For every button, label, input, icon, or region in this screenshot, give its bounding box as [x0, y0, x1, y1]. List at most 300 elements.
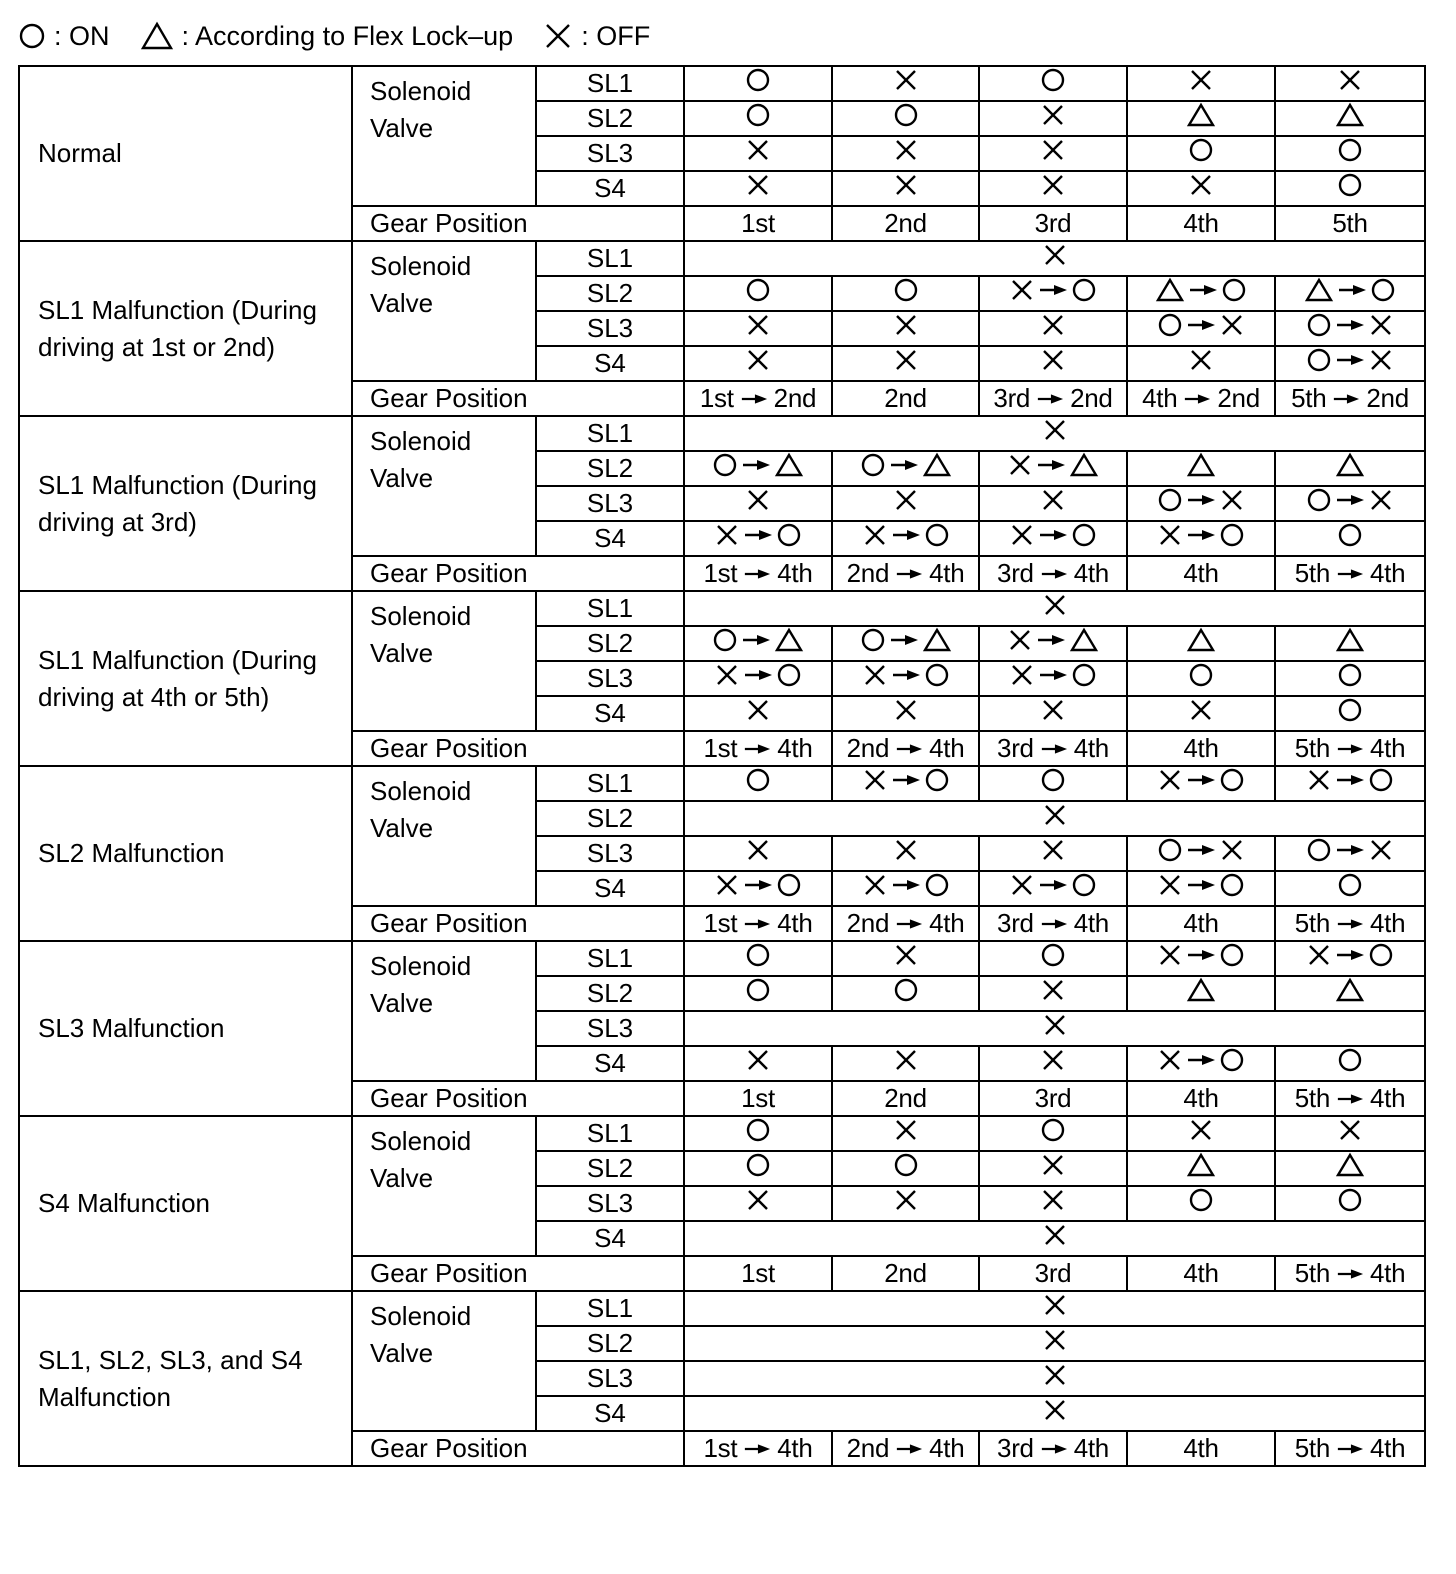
state-cell [684, 486, 832, 521]
state-cell [1127, 976, 1275, 1011]
state-cell [1127, 696, 1275, 731]
gear-to: 4th [1370, 558, 1406, 588]
state-cell [979, 1186, 1127, 1221]
condition-group [19, 766, 1425, 941]
gear-to: 2nd [773, 383, 817, 413]
arrow-right-icon [740, 392, 768, 406]
state-cell [684, 101, 832, 136]
circle-icon [1157, 837, 1183, 863]
solenoid-state [1040, 697, 1066, 723]
state-cell [979, 766, 1127, 801]
state-cell [684, 1116, 832, 1151]
solenoid-state [893, 1047, 919, 1073]
cross-icon [893, 67, 919, 93]
gear-from: 2nd [884, 383, 927, 413]
circle-icon [924, 662, 950, 688]
triangle-icon [774, 452, 804, 478]
circle-icon [1219, 872, 1245, 898]
arrow-right-icon [743, 1442, 771, 1456]
state-cell [1275, 171, 1425, 206]
circle-icon [1219, 522, 1245, 548]
cross-icon [1040, 137, 1066, 163]
circle-icon [893, 277, 919, 303]
state-cell [1127, 276, 1275, 311]
state-cell [1275, 1116, 1425, 1151]
gear-position-label: Gear Position [352, 1431, 684, 1466]
circle-icon [745, 102, 771, 128]
solenoid-state [1040, 347, 1066, 373]
solenoid-state [745, 697, 771, 723]
state-cell-all [684, 416, 1425, 451]
cross-icon [893, 1117, 919, 1143]
cross-icon [862, 767, 888, 793]
solenoid-state [1337, 522, 1363, 548]
state-cell [832, 1151, 979, 1186]
cross-icon [1042, 802, 1068, 828]
solenoid-state [745, 1117, 771, 1143]
gear-from: 1st [703, 908, 738, 938]
state-cell [1275, 311, 1425, 346]
gear-to: 2nd [1366, 383, 1409, 413]
solenoid-state [1009, 522, 1097, 548]
state-cell [832, 766, 979, 801]
state-cell [1127, 1151, 1275, 1186]
cross-icon [1040, 1047, 1066, 1073]
solenoid-state [1306, 487, 1394, 513]
cross-icon [1009, 872, 1035, 898]
solenoid-state [1040, 837, 1066, 863]
solenoid-name: SL2 [536, 801, 684, 836]
legend-on-label: : ON [54, 20, 110, 51]
solenoid-state [1157, 767, 1245, 793]
cross-icon [893, 697, 919, 723]
table-row [19, 66, 1425, 101]
gear-cell [832, 731, 979, 766]
state-cell [832, 661, 979, 696]
arrow-right-icon [741, 458, 771, 472]
legend-flex-label: : According to Flex Lock–up [181, 20, 514, 51]
state-cell [1127, 626, 1275, 661]
circle-icon [860, 627, 886, 653]
triangle-icon [1069, 627, 1099, 653]
arrow-right-icon [743, 742, 771, 756]
circle-icon [1157, 312, 1183, 338]
arrow-right-icon [891, 878, 921, 892]
circle-icon [1306, 312, 1332, 338]
state-cell [1127, 871, 1275, 906]
triangle-icon [1335, 102, 1365, 128]
solenoid-state [893, 487, 919, 513]
solenoid-state [745, 277, 771, 303]
gear-to: 4th [929, 558, 965, 588]
solenoid-state [745, 137, 771, 163]
solenoid-name: SL2 [536, 1326, 684, 1361]
solenoid-name: SL1 [536, 941, 684, 976]
circle-icon [1219, 942, 1245, 968]
state-cell [1275, 1046, 1425, 1081]
gear-cell [1275, 556, 1425, 591]
state-cell [1127, 101, 1275, 136]
gear-cell [979, 1081, 1127, 1116]
circle-icon [1188, 662, 1214, 688]
solenoid-state [1337, 662, 1363, 688]
solenoid-state [1042, 1397, 1068, 1423]
state-cell [684, 276, 832, 311]
gear-from: 2nd [884, 1083, 927, 1113]
cross-icon [1040, 347, 1066, 373]
circle-icon [1337, 697, 1363, 723]
cross-icon [1040, 1187, 1066, 1213]
gear-cell [832, 1256, 979, 1291]
solenoid-state [1009, 662, 1097, 688]
state-cell [1275, 836, 1425, 871]
cross-icon [1040, 1152, 1066, 1178]
circle-icon [893, 102, 919, 128]
cross-icon [893, 172, 919, 198]
cross-icon [1042, 592, 1068, 618]
solenoid-state [745, 767, 771, 793]
condition-group [19, 1116, 1425, 1291]
state-cell [979, 626, 1127, 661]
arrow-right-icon [1186, 878, 1216, 892]
gear-cell [979, 206, 1127, 241]
solenoid-state [745, 487, 771, 513]
solenoid-name: S4 [536, 696, 684, 731]
solenoid-state [1188, 67, 1214, 93]
state-cell [832, 871, 979, 906]
state-cell [832, 1046, 979, 1081]
state-cell [979, 1046, 1127, 1081]
circle-icon [1040, 1117, 1066, 1143]
solenoid-state [1042, 1292, 1068, 1318]
gear-from: 2nd [846, 908, 890, 938]
arrow-right-icon [1186, 948, 1216, 962]
circle-icon [712, 627, 738, 653]
circle-icon [745, 1152, 771, 1178]
gear-from: 3rd [997, 1433, 1034, 1463]
solenoid-state [745, 977, 771, 1003]
gear-from: 2nd [846, 558, 890, 588]
gear-from: 2nd [846, 1433, 890, 1463]
state-cell [832, 976, 979, 1011]
solenoid-state [860, 452, 952, 478]
solenoid-state [1186, 452, 1216, 478]
circle-icon [18, 22, 46, 50]
cross-icon [745, 312, 771, 338]
gear-cell [979, 731, 1127, 766]
condition-group [19, 591, 1425, 766]
triangle-icon [140, 21, 174, 51]
condition-group [19, 416, 1425, 591]
solenoid-state [1306, 837, 1394, 863]
gear-to: 4th [1370, 1083, 1406, 1113]
gear-from: 1st [741, 208, 775, 238]
state-cell [832, 1186, 979, 1221]
solenoid-state [745, 67, 771, 93]
solenoid-state [1042, 1222, 1068, 1248]
cross-icon [1042, 417, 1068, 443]
gear-to: 4th [1370, 1433, 1406, 1463]
solenoid-state [1040, 942, 1066, 968]
condition-label: SL3 Malfunction [19, 941, 352, 1116]
arrow-right-icon [743, 528, 773, 542]
solenoid-state [1188, 172, 1214, 198]
solenoid-valve-label: Solenoid Valve [352, 1116, 536, 1256]
solenoid-state [1007, 627, 1099, 653]
solenoid-state [1337, 1187, 1363, 1213]
cross-icon [893, 1187, 919, 1213]
solenoid-state [1186, 1152, 1216, 1178]
cross-icon [1188, 172, 1214, 198]
arrow-right-icon [1038, 668, 1068, 682]
circle-icon [893, 1152, 919, 1178]
solenoid-state [862, 872, 950, 898]
circle-icon [776, 662, 802, 688]
solenoid-state [1335, 977, 1365, 1003]
table-row [19, 766, 1425, 801]
solenoid-state [1042, 417, 1068, 443]
solenoid-state [1186, 977, 1216, 1003]
gear-from: 4th [1183, 208, 1219, 238]
arrow-right-icon [1038, 528, 1068, 542]
solenoid-name: S4 [536, 1396, 684, 1431]
circle-icon [1071, 662, 1097, 688]
solenoid-state [1337, 137, 1363, 163]
cross-icon [1368, 312, 1394, 338]
gear-to: 4th [1370, 733, 1406, 763]
legend-on [18, 21, 110, 52]
solenoid-name: SL3 [536, 836, 684, 871]
state-cell [979, 311, 1127, 346]
gear-from: 5th [1294, 733, 1330, 763]
gear-cell [1127, 206, 1275, 241]
state-cell [832, 486, 979, 521]
cross-icon [1009, 522, 1035, 548]
arrow-right-icon [741, 633, 771, 647]
cross-icon [1219, 312, 1245, 338]
solenoid-name: SL2 [536, 976, 684, 1011]
gear-cell [979, 381, 1127, 416]
gear-from: 3rd [997, 558, 1034, 588]
solenoid-state [860, 627, 952, 653]
circle-icon [745, 67, 771, 93]
condition-label: SL2 Malfunction [19, 766, 352, 941]
gear-position-label: Gear Position [352, 381, 684, 416]
gear-cell [684, 1256, 832, 1291]
state-cell [832, 836, 979, 871]
triangle-icon [922, 452, 952, 478]
cross-icon [893, 487, 919, 513]
circle-icon [1368, 767, 1394, 793]
solenoid-state [712, 452, 804, 478]
table-row [19, 1291, 1425, 1326]
circle-icon [1306, 347, 1332, 373]
gear-from: 5th [1291, 383, 1327, 413]
arrow-right-icon [889, 633, 919, 647]
solenoid-state [1042, 242, 1068, 268]
state-cell [684, 976, 832, 1011]
solenoid-state [1007, 452, 1099, 478]
gear-cell [684, 1081, 832, 1116]
gear-cell [684, 731, 832, 766]
state-cell [979, 276, 1127, 311]
gear-cell [832, 556, 979, 591]
solenoid-state [1335, 1152, 1365, 1178]
cross-icon [1042, 1397, 1068, 1423]
circle-icon [860, 452, 886, 478]
triangle-icon [1155, 277, 1185, 303]
cross-icon [1040, 487, 1066, 513]
state-cell [1127, 836, 1275, 871]
gear-cell [979, 906, 1127, 941]
cross-icon [745, 837, 771, 863]
cross-icon [1040, 697, 1066, 723]
state-cell [1275, 696, 1425, 731]
solenoid-state [893, 1117, 919, 1143]
state-cell [1127, 521, 1275, 556]
cross-icon [714, 522, 740, 548]
gear-from: 1st [703, 733, 738, 763]
solenoid-name: SL2 [536, 451, 684, 486]
cross-icon [862, 662, 888, 688]
solenoid-state [893, 67, 919, 93]
cross-icon [893, 1047, 919, 1073]
state-cell [979, 346, 1127, 381]
gear-from: 5th [1332, 208, 1368, 238]
state-cell [832, 626, 979, 661]
circle-icon [1306, 837, 1332, 863]
gear-cell [684, 381, 832, 416]
cross-icon [745, 172, 771, 198]
solenoid-state [1186, 627, 1216, 653]
solenoid-state [714, 522, 802, 548]
state-cell [1127, 346, 1275, 381]
gear-cell [1127, 1256, 1275, 1291]
gear-cell [832, 381, 979, 416]
solenoid-state [745, 837, 771, 863]
solenoid-state [1040, 312, 1066, 338]
arrow-right-icon [1336, 917, 1364, 931]
circle-icon [1337, 1187, 1363, 1213]
arrow-right-icon [743, 567, 771, 581]
cross-icon [893, 837, 919, 863]
solenoid-state [714, 662, 802, 688]
state-cell [684, 626, 832, 661]
solenoid-state [745, 942, 771, 968]
solenoid-name: SL3 [536, 1361, 684, 1396]
arrow-right-icon [1036, 633, 1066, 647]
gear-from: 5th [1294, 908, 1330, 938]
gear-cell [1127, 906, 1275, 941]
solenoid-name: SL2 [536, 101, 684, 136]
triangle-icon [1335, 977, 1365, 1003]
cross-icon [862, 522, 888, 548]
state-cell [979, 661, 1127, 696]
circle-icon [745, 767, 771, 793]
state-cell-all [684, 1396, 1425, 1431]
solenoid-state [893, 312, 919, 338]
cross-icon [1306, 767, 1332, 793]
gear-cell [1275, 1081, 1425, 1116]
state-cell [684, 661, 832, 696]
state-cell [979, 1116, 1127, 1151]
circle-icon [745, 277, 771, 303]
state-cell [1127, 1046, 1275, 1081]
gear-position-label: Gear Position [352, 1256, 684, 1291]
cross-icon [1009, 662, 1035, 688]
gear-from: 2nd [884, 1258, 927, 1288]
gear-to: 4th [777, 558, 813, 588]
solenoid-state [893, 102, 919, 128]
gear-from: 4th [1183, 1433, 1219, 1463]
state-cell [979, 101, 1127, 136]
state-cell [1275, 1186, 1425, 1221]
cross-icon [1219, 487, 1245, 513]
cross-icon [1306, 942, 1332, 968]
triangle-icon [774, 627, 804, 653]
solenoid-name: SL2 [536, 626, 684, 661]
cross-icon [1040, 977, 1066, 1003]
triangle-icon [1335, 1152, 1365, 1178]
state-cell [979, 451, 1127, 486]
solenoid-state [1155, 277, 1247, 303]
table-row [19, 416, 1425, 451]
arrow-right-icon [1336, 567, 1364, 581]
cross-icon [1007, 627, 1033, 653]
circle-icon [1040, 67, 1066, 93]
state-cell [979, 136, 1127, 171]
circle-icon [1337, 872, 1363, 898]
state-cell [1275, 136, 1425, 171]
solenoid-state [893, 1187, 919, 1213]
gear-from: 3rd [997, 908, 1034, 938]
gear-from: 3rd [993, 383, 1031, 413]
cross-icon [862, 872, 888, 898]
state-cell [684, 696, 832, 731]
arrow-right-icon [1183, 392, 1211, 406]
solenoid-valve-label: Solenoid Valve [352, 941, 536, 1081]
gear-to: 4th [1073, 558, 1109, 588]
state-cell [832, 171, 979, 206]
circle-icon [1188, 1187, 1214, 1213]
solenoid-state [745, 172, 771, 198]
gear-cell [684, 906, 832, 941]
solenoid-state [1009, 277, 1097, 303]
gear-cell [1127, 1081, 1275, 1116]
circle-icon [924, 522, 950, 548]
solenoid-state [893, 697, 919, 723]
solenoid-name: SL1 [536, 766, 684, 801]
state-cell [1127, 136, 1275, 171]
solenoid-state [893, 347, 919, 373]
cross-icon [1040, 172, 1066, 198]
cross-icon [1157, 522, 1183, 548]
condition-group [19, 941, 1425, 1116]
state-cell [1127, 486, 1275, 521]
gear-cell [1127, 731, 1275, 766]
arrow-right-icon [1335, 773, 1365, 787]
state-cell [832, 941, 979, 976]
state-cell [1127, 766, 1275, 801]
cross-icon [1368, 837, 1394, 863]
solenoid-state [1157, 837, 1245, 863]
solenoid-state [1040, 102, 1066, 128]
circle-icon [1337, 137, 1363, 163]
state-cell-all [684, 591, 1425, 626]
cross-icon [1042, 1292, 1068, 1318]
gear-cell [684, 1431, 832, 1466]
arrow-right-icon [1332, 392, 1360, 406]
